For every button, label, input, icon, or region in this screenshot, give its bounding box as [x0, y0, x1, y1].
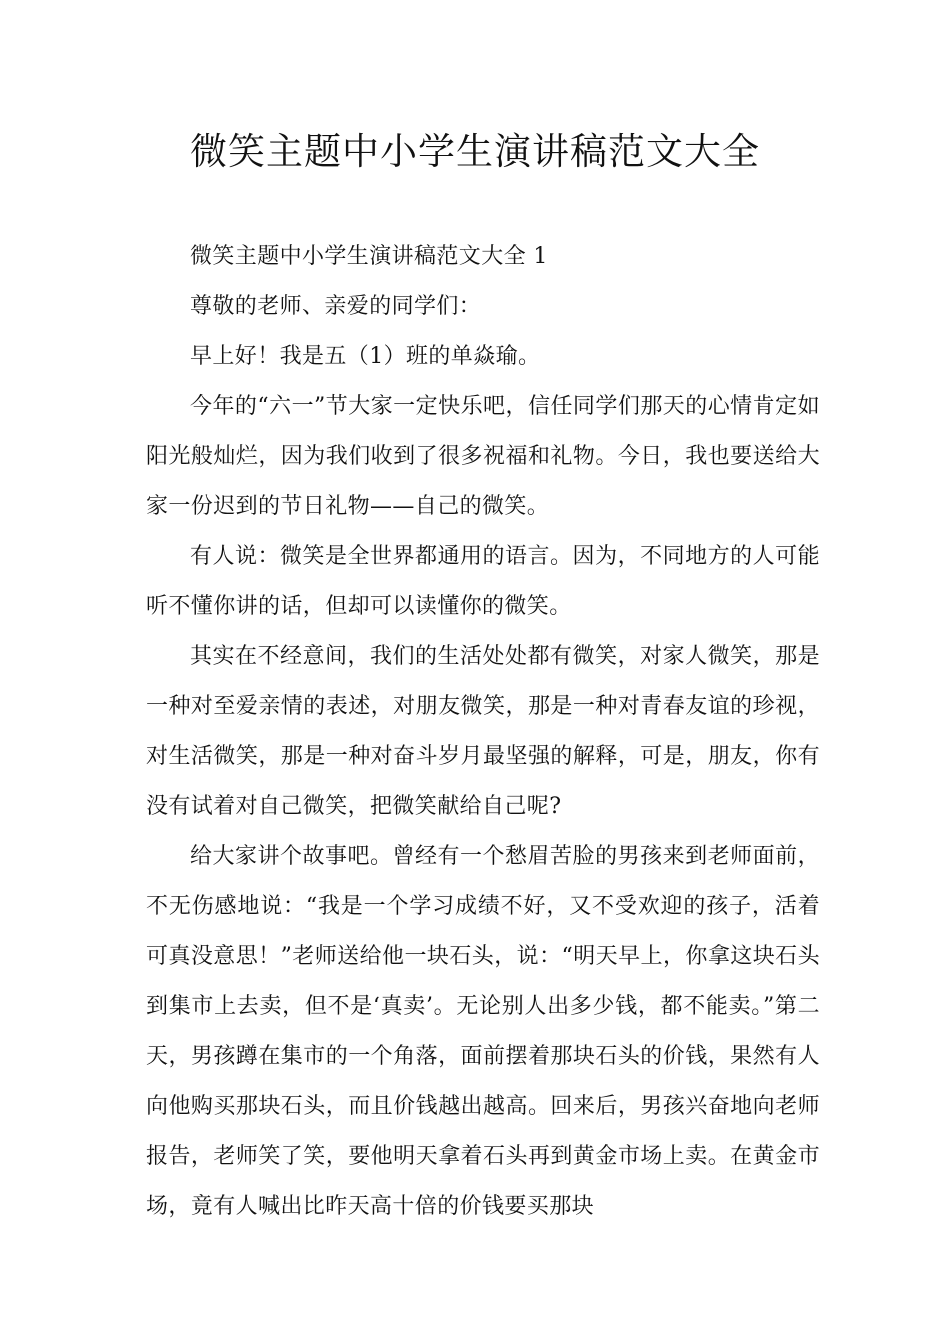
document-body — [146, 232, 820, 1232]
paragraph-salutation: 尊敬的老师、亲爱的同学们： — [190, 294, 482, 319]
document-title: 微笑主题中小学生演讲稿范文大全 — [190, 130, 760, 173]
paragraph-greeting: 早上好！我是五（1）班的单焱瑜。 — [190, 344, 541, 369]
paragraph-heading: 微笑主题中小学生演讲稿范文大全 1 — [190, 244, 548, 269]
paragraph: 给大家讲个故事吧。曾经有一个愁眉苦脸的男孩来到老师面前，不无伤感地说：“我是一个学习成绩不好，又不受欢迎的孩子，活着可真没意思！”老师送给他一块石头，说：“明天早上，你拿这块石头到集市上去卖，但不是‘真卖’。无论别人出多少钱，都不能卖。”第二天，男孩蹲在集市的一个角落，面前摆着那块石头的价钱，果然有人向他购买那块石头，而且价钱越出越高。回来后，男孩兴奋地向老师报告，老师笑了笑，要他明天拿着石头再到黄金市场上卖。在黄金市场，竟有人喊出比昨天高十倍的价钱要买那块 — [146, 844, 820, 1219]
paragraph: 今年的“六一”节大家一定快乐吧，信任同学们那天的心情肯定如阳光般灿烂，因为我们收到了很多祝福和礼物。今日，我也要送给大家一份迟到的节日礼物——自己的微笑。 — [146, 394, 820, 519]
paragraph: 有人说：微笑是全世界都通用的语言。因为，不同地方的人可能听不懂你讲的话，但却可以读懂你的微笑。 — [146, 544, 820, 619]
paragraph: 其实在不经意间，我们的生活处处都有微笑，对家人微笑，那是一种对至爱亲情的表述，对朋友微笑，那是一种对青春友谊的珍视，对生活微笑，那是一种对奋斗岁月最坚强的解释，可是，朋友，你有没有试着对自己微笑，把微笑献给自己呢? — [146, 644, 820, 819]
